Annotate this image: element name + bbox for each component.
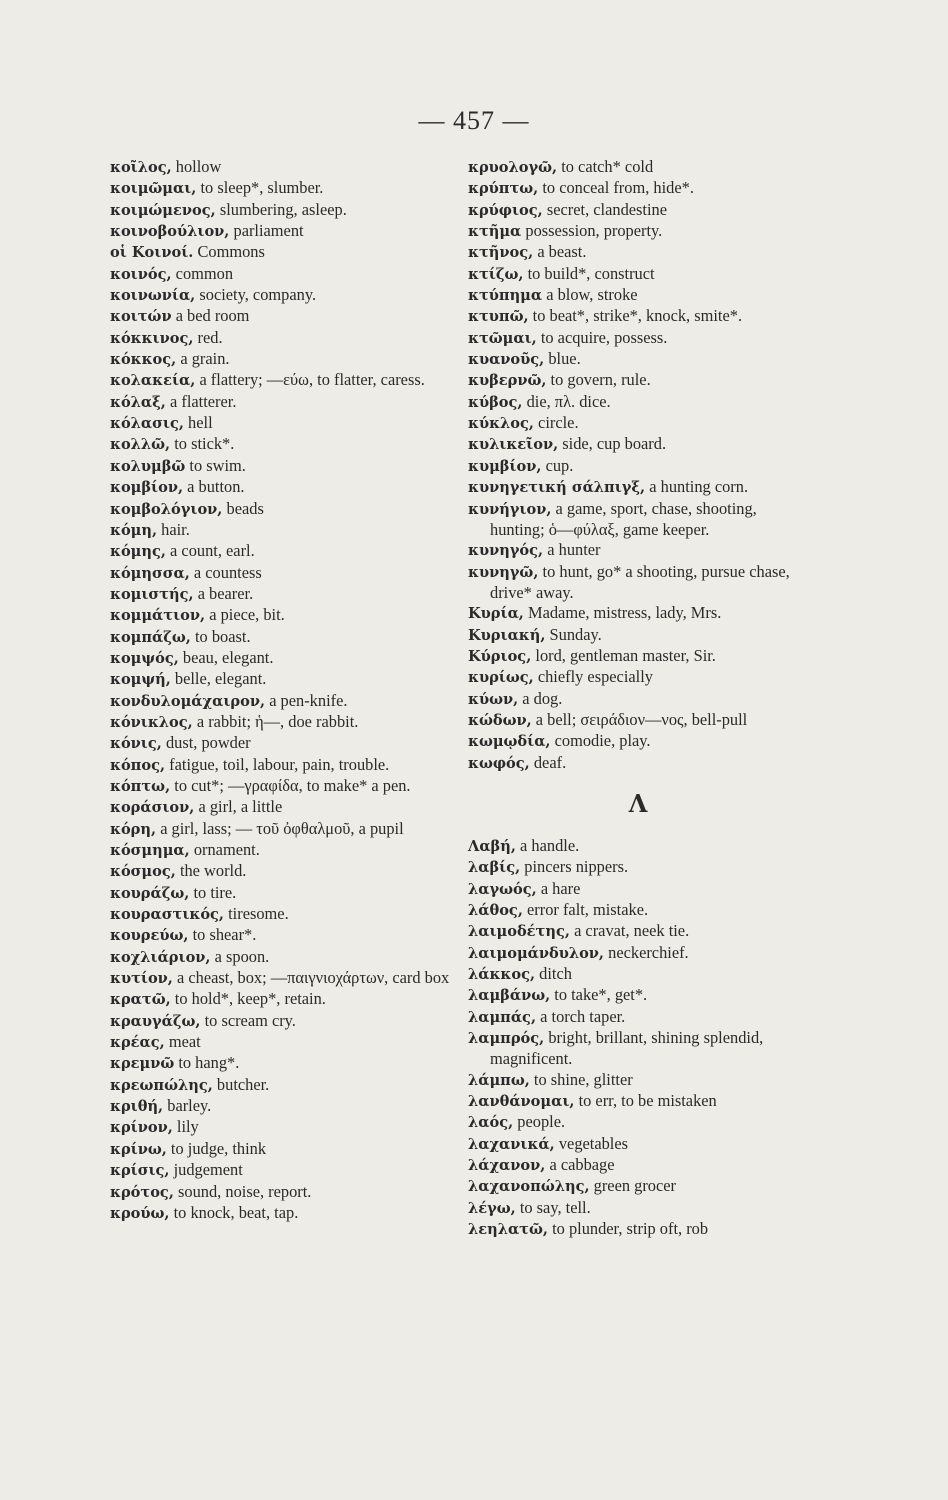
- dictionary-entry: [110, 1160, 450, 1181]
- entry-headword: λαιμομάνδυλον,: [468, 944, 605, 962]
- entry-definition: a flatterer.: [169, 391, 237, 411]
- entry-definition: to take*, get*.: [554, 985, 648, 1005]
- dictionary-entry: [468, 857, 808, 878]
- entry-headword: κόσμος,: [110, 863, 176, 881]
- entry-headword: κόκκινος,: [110, 329, 194, 347]
- entry-headword: κομιστής,: [110, 585, 194, 603]
- entry-headword: κόμη,: [110, 521, 158, 539]
- dictionary-entry: [110, 669, 450, 690]
- entry-headword: κόμης,: [110, 543, 166, 561]
- entry-headword: κολυμβῶ: [110, 457, 186, 475]
- dictionary-entry: [468, 646, 808, 667]
- entry-headword: κτίζω,: [468, 265, 524, 283]
- dictionary-entry: [110, 349, 450, 370]
- dictionary-entry: [468, 1176, 808, 1197]
- entry-headword: λαχανικά,: [468, 1135, 555, 1153]
- dictionary-entry: [110, 755, 450, 776]
- entry-definition: a cheast, box; —παιγνιοχάρτων, card box: [177, 968, 450, 988]
- entry-headword: κοῖλος,: [110, 159, 172, 176]
- entry-definition: society, company.: [199, 285, 317, 305]
- entry-headword: κυβερνῶ,: [468, 372, 547, 390]
- dictionary-entry: [468, 1134, 808, 1155]
- entry-headword: λαιμοδέτης,: [468, 923, 570, 941]
- dictionary-entry: [110, 541, 450, 562]
- entry-headword: κυνήγιον,: [468, 500, 552, 518]
- entry-definition: common: [175, 263, 234, 283]
- entry-definition: a piece, bit.: [209, 605, 285, 625]
- dictionary-entry: [110, 221, 450, 242]
- left-column: [110, 157, 450, 1224]
- dictionary-entry: [468, 689, 808, 710]
- entry-definition: a spoon.: [214, 946, 270, 966]
- dictionary-entry: [110, 456, 450, 477]
- entry-definition: a flattery; —εύω, to flatter, caress.: [199, 370, 425, 390]
- entry-headword: κόμησσα,: [110, 564, 190, 582]
- dictionary-entry: [468, 1091, 808, 1112]
- dictionary-entry: [110, 819, 450, 840]
- dictionary-entry: [110, 1139, 450, 1160]
- entry-definition: to hang*.: [178, 1053, 240, 1073]
- dictionary-entry: [110, 712, 450, 733]
- entry-headword: κρίσις,: [110, 1162, 170, 1180]
- entry-definition: Madame, mistress, lady, Mrs.: [528, 603, 722, 623]
- entry-definition: to beat*, strike*, knock, smite*.: [532, 306, 743, 326]
- entry-headword: κομψή,: [110, 671, 171, 689]
- entry-headword: κόνις,: [110, 735, 162, 753]
- entry-definition: a rabbit; ἡ—, doe rabbit.: [196, 711, 359, 731]
- dictionary-entry: [468, 667, 808, 688]
- entry-definition: a dog.: [522, 688, 563, 708]
- entry-definition: neckerchief.: [608, 942, 689, 962]
- entry-headword: λάθος,: [468, 902, 523, 919]
- entry-headword: λαμπρός,: [468, 1030, 545, 1048]
- entry-definition: a game, sport, chase, shooting, hunting; ὁ—φύλαξ, game keeper.: [490, 498, 757, 539]
- entry-headword: κωμῳδία,: [468, 733, 551, 751]
- dictionary-entry: [110, 1117, 450, 1138]
- entry-headword: κοινοβούλιον,: [110, 223, 230, 241]
- entry-headword: κολλῶ,: [110, 436, 171, 454]
- dictionary-entry: [468, 710, 808, 731]
- dictionary-entry: [468, 264, 808, 285]
- dictionary-entry: [468, 392, 808, 413]
- entry-headword: κτυπῶ,: [468, 308, 529, 326]
- dictionary-entry: [468, 370, 808, 391]
- entry-headword: κωφός,: [468, 754, 530, 772]
- entry-headword: κώδων,: [468, 711, 532, 729]
- entry-definition: a hare: [540, 878, 581, 898]
- entry-definition: deaf.: [533, 752, 567, 772]
- dictionary-entry: [110, 242, 450, 263]
- entry-definition: secret, clandestine: [546, 199, 667, 219]
- entry-definition: a bell; σειράδιον—νος, bell-pull: [535, 709, 748, 729]
- dictionary-entry: [468, 1219, 808, 1240]
- entry-definition: a grain.: [180, 349, 230, 369]
- dictionary-entry: [110, 413, 450, 434]
- dictionary-entry: [110, 434, 450, 455]
- entry-headword: κόπος,: [110, 756, 166, 774]
- entry-headword: κρίνω,: [110, 1140, 167, 1158]
- entry-definition: lord, gentleman master, Sir.: [535, 645, 716, 665]
- entry-headword: κτῆνος,: [468, 244, 534, 262]
- dictionary-entry: [468, 285, 808, 306]
- dictionary-entry: [110, 733, 450, 754]
- dictionary-entry: [110, 264, 450, 285]
- dictionary-entry: [110, 947, 450, 968]
- entry-headword: κοιμώμενος,: [110, 201, 216, 219]
- dictionary-entry: [110, 520, 450, 541]
- entry-definition: fatigue, toil, labour, pain, trouble.: [169, 754, 390, 774]
- entry-definition: to say, tell.: [519, 1197, 591, 1217]
- entry-definition: blue.: [548, 349, 581, 369]
- entry-definition: lily: [176, 1117, 199, 1137]
- dictionary-entry: [468, 200, 808, 221]
- entry-headword: κονδυλομάχαιρον,: [110, 692, 266, 710]
- page-number: — 457 —: [418, 106, 530, 135]
- dictionary-entry: [468, 943, 808, 964]
- dictionary-entry: [468, 836, 808, 857]
- section-letter-lambda: Λ: [628, 788, 648, 818]
- entry-definition: a torch taper.: [540, 1006, 626, 1026]
- dictionary-entry: [468, 1198, 808, 1219]
- entry-definition: to hunt, go* a shooting, pursue chase, drive* away.: [490, 561, 790, 602]
- entry-definition: Commons: [197, 242, 265, 262]
- dictionary-entry: [110, 904, 450, 925]
- entry-headword: κρότος,: [110, 1183, 174, 1201]
- entry-headword: κουράζω,: [110, 884, 190, 902]
- entry-definition: judgement: [173, 1160, 243, 1180]
- dictionary-entry: [468, 499, 808, 541]
- entry-headword: λαβίς,: [468, 859, 521, 877]
- entry-headword: κόλασις,: [110, 415, 184, 433]
- entry-definition: to acquire, possess.: [540, 327, 668, 347]
- entry-definition: Sunday.: [549, 624, 602, 644]
- entry-definition: belle, elegant.: [174, 669, 267, 689]
- dictionary-entry: [468, 562, 808, 604]
- dictionary-entry: [110, 1053, 450, 1074]
- entry-definition: pincers nippers.: [524, 857, 629, 877]
- entry-headword: λάμπω,: [468, 1071, 530, 1089]
- dictionary-entry: [110, 328, 450, 349]
- entry-definition: side, cup board.: [562, 434, 667, 454]
- entry-definition: a hunting corn.: [649, 477, 749, 497]
- entry-headword: κουρεύω,: [110, 927, 189, 945]
- entry-headword: κύων,: [468, 690, 519, 708]
- dictionary-entry: [110, 797, 450, 818]
- entry-definition: to catch* cold: [561, 157, 654, 176]
- entry-definition: to conceal from, hide*.: [542, 178, 694, 198]
- entry-headword: κοχλιάριον,: [110, 948, 211, 966]
- dictionary-entry: [468, 1028, 808, 1070]
- dictionary-entry: [110, 1096, 450, 1117]
- entry-definition: vegetables: [558, 1133, 629, 1153]
- entry-definition: comodie, play.: [554, 731, 651, 751]
- dictionary-entry: [468, 985, 808, 1006]
- entry-definition: to tire.: [193, 882, 237, 902]
- entry-headword: κριθή,: [110, 1098, 164, 1116]
- entry-headword: κοράσιον,: [110, 799, 195, 817]
- entry-definition: hell: [188, 413, 213, 433]
- entry-definition: die, πλ. dice.: [526, 391, 611, 411]
- entry-headword: κρεωπώλης,: [110, 1076, 213, 1094]
- entry-headword: κομβίον,: [110, 479, 184, 497]
- dictionary-entry: [468, 1007, 808, 1028]
- dictionary-entry: [468, 540, 808, 561]
- entry-headword: κόσμημα,: [110, 842, 190, 859]
- entry-headword: κρεμνῶ: [110, 1055, 175, 1073]
- entry-headword: Κύριος,: [468, 647, 532, 665]
- dictionary-entry: [110, 1203, 450, 1224]
- dictionary-entry: [110, 1011, 450, 1032]
- entry-headword: κυμβίον,: [468, 457, 542, 475]
- dictionary-entry: [468, 1112, 808, 1133]
- dictionary-entry: [468, 157, 808, 178]
- entry-headword: κυνηγετική σάλπιγξ,: [468, 479, 646, 497]
- entry-definition: to build*, construct: [527, 263, 655, 283]
- entry-headword: Λαβή,: [468, 837, 516, 855]
- entry-headword: λανθάνομαι,: [468, 1093, 575, 1111]
- dictionary-entry: [468, 879, 808, 900]
- entry-headword: κυνηγῶ,: [468, 563, 539, 581]
- dictionary-entry: [110, 861, 450, 882]
- entry-definition: parliament: [233, 221, 304, 241]
- entry-definition: sound, noise, report.: [178, 1181, 312, 1201]
- entry-headword: λαμβάνω,: [468, 987, 551, 1005]
- dictionary-entry: [468, 753, 808, 774]
- entry-definition: hollow: [175, 157, 222, 176]
- dictionary-entry: [110, 1182, 450, 1203]
- entry-definition: a countess: [193, 562, 262, 582]
- entry-definition: to stick*.: [174, 434, 235, 454]
- entry-definition: butcher.: [216, 1074, 270, 1094]
- entry-headword: λάκκος,: [468, 966, 536, 984]
- dictionary-entry: [110, 285, 450, 306]
- entry-headword: κρυολογῶ,: [468, 159, 558, 176]
- entry-definition: circle.: [538, 413, 579, 433]
- entry-definition: to hold*, keep*, retain.: [174, 989, 326, 1009]
- entry-definition: error falt, mistake.: [527, 900, 649, 919]
- entry-definition: to judge, think: [170, 1138, 267, 1158]
- entry-definition: a cravat, neek tie.: [574, 921, 690, 941]
- entry-definition: to scream cry.: [204, 1010, 296, 1030]
- entry-headword: κτῆμα: [468, 223, 522, 241]
- entry-headword: κυνηγός,: [468, 542, 544, 560]
- entry-headword: Κυρία,: [468, 605, 524, 623]
- entry-definition: tiresome.: [228, 904, 289, 924]
- entry-definition: to cut*; —γραφίδα, to make* a pen.: [174, 775, 411, 795]
- dictionary-entry: [110, 968, 450, 989]
- dictionary-entry: [110, 200, 450, 221]
- entry-definition: a bed room: [175, 306, 250, 326]
- entry-definition: a bearer.: [197, 583, 254, 603]
- entry-headword: λαός,: [468, 1114, 514, 1132]
- dictionary-entry: [110, 392, 450, 413]
- entry-headword: λαγωός,: [468, 880, 537, 898]
- dictionary-entry: [110, 306, 450, 327]
- entry-headword: κυρίως,: [468, 669, 534, 687]
- dictionary-entry: [468, 434, 808, 455]
- dictionary-entry: [468, 242, 808, 263]
- dictionary-entry: [110, 1075, 450, 1096]
- dictionary-entry: [110, 605, 450, 626]
- dictionary-entry: [110, 691, 450, 712]
- entry-definition: chiefly especially: [537, 667, 653, 687]
- entry-headword: κύβος,: [468, 393, 523, 411]
- entry-headword: κόλαξ,: [110, 393, 166, 411]
- entry-definition: a girl, a little: [198, 797, 283, 817]
- dictionary-entry: [110, 499, 450, 520]
- entry-headword: κρέας,: [110, 1034, 165, 1052]
- entry-headword: κουραστικός,: [110, 906, 225, 924]
- dictionary-entry: [468, 1070, 808, 1091]
- dictionary-entry: [110, 584, 450, 605]
- dictionary-entry: [468, 731, 808, 752]
- dictionary-entry: [468, 413, 808, 434]
- entry-definition: the world.: [179, 861, 247, 881]
- entry-headword: κολακεία,: [110, 372, 196, 390]
- dictionary-entry: [110, 370, 450, 391]
- dictionary-entry: [110, 178, 450, 199]
- entry-headword: κομψός,: [110, 649, 179, 667]
- entry-definition: a beast.: [537, 242, 587, 262]
- dictionary-entry: [110, 157, 450, 178]
- right-column: [468, 157, 808, 1241]
- entry-headword: λεηλατῶ,: [468, 1221, 548, 1239]
- dictionary-entry: [468, 477, 808, 498]
- entry-definition: a button.: [187, 477, 245, 497]
- entry-definition: ditch: [539, 964, 572, 984]
- entry-definition: beau, elegant.: [182, 647, 274, 667]
- entry-headword: κρύφιος,: [468, 201, 543, 219]
- entry-definition: bright, brillant, shining splendid, magnificent.: [490, 1028, 764, 1069]
- entry-headword: λέγω,: [468, 1199, 516, 1217]
- dictionary-entry: [110, 840, 450, 861]
- entry-headword: κοινωνία,: [110, 287, 196, 305]
- entry-definition: to knock, beat, tap.: [173, 1202, 299, 1222]
- dictionary-entry: [468, 964, 808, 985]
- entry-headword: κτῶμαι,: [468, 329, 537, 347]
- entry-headword: κραυγάζω,: [110, 1012, 201, 1030]
- entry-headword: λαμπάς,: [468, 1008, 537, 1026]
- entry-headword: λάχανον,: [468, 1157, 546, 1175]
- entry-definition: a blow, stroke: [546, 285, 638, 305]
- entry-headword: κόκκος,: [110, 351, 177, 369]
- dictionary-entry: [468, 625, 808, 646]
- dictionary-entry: [468, 603, 808, 624]
- entry-definition: a hunter: [547, 540, 601, 560]
- entry-headword: κρίνον,: [110, 1119, 173, 1137]
- entry-definition: a pen-knife.: [269, 690, 348, 710]
- dictionary-entry: [110, 925, 450, 946]
- entry-definition: red.: [197, 327, 223, 347]
- dictionary-entry: [110, 1032, 450, 1053]
- entry-definition: hair.: [161, 519, 190, 539]
- dictionary-entry: [468, 456, 808, 477]
- entries-lambda: [468, 836, 808, 1241]
- entry-definition: a cabbage: [549, 1155, 615, 1175]
- dictionary-entry: [468, 221, 808, 242]
- entry-headword: κοινός,: [110, 265, 172, 283]
- entry-headword: κομμάτιον,: [110, 607, 206, 625]
- entry-definition: slumbering, asleep.: [219, 199, 347, 219]
- entry-definition: a handle.: [520, 835, 580, 855]
- dictionary-entry: [468, 900, 808, 921]
- entry-headword: κρύπτω,: [468, 180, 539, 198]
- entry-headword: οἱ Κοινοί.: [110, 244, 194, 262]
- dictionary-entry: [468, 921, 808, 942]
- entry-headword: κυτίον,: [110, 970, 173, 988]
- entry-headword: κοιμῶμαι,: [110, 180, 197, 198]
- dictionary-entry: [110, 989, 450, 1010]
- entry-headword: κύκλος,: [468, 415, 534, 433]
- entry-headword: κόρη,: [110, 820, 157, 838]
- entry-headword: κρατῶ,: [110, 991, 171, 1009]
- entry-headword: κρούω,: [110, 1204, 170, 1222]
- dictionary-entry: [110, 477, 450, 498]
- entry-definition: green grocer: [593, 1176, 677, 1196]
- entry-definition: to plunder, strip oft, rob: [552, 1219, 709, 1239]
- entry-headword: λαχανοπώλης,: [468, 1178, 590, 1196]
- entry-definition: to sleep*, slumber.: [200, 178, 324, 198]
- entry-headword: κομβολόγιον,: [110, 500, 223, 518]
- entry-definition: ornament.: [193, 840, 260, 859]
- dictionary-entry: [468, 306, 808, 327]
- entry-headword: κτύπημα: [468, 287, 543, 305]
- entry-definition: to boast.: [195, 626, 251, 646]
- entry-definition: possession, property.: [525, 221, 663, 241]
- dictionary-entry: [468, 178, 808, 199]
- dictionary-entry: [110, 563, 450, 584]
- entry-definition: a girl, lass; — τοῦ ὀφθαλμοῦ, a pupil: [160, 818, 404, 838]
- dictionary-entry: [110, 883, 450, 904]
- dictionary-entry: [110, 776, 450, 797]
- entry-headword: κόπτω,: [110, 777, 171, 795]
- entry-headword: κομπάζω,: [110, 628, 191, 646]
- entry-definition: to swim.: [189, 455, 246, 475]
- entry-definition: beads: [226, 498, 264, 518]
- entries-kappa: [468, 157, 808, 774]
- entry-headword: κυανοῦς,: [468, 351, 545, 369]
- entry-definition: to shine, glitter: [533, 1069, 633, 1089]
- entry-definition: dust, powder: [165, 733, 251, 753]
- dictionary-entry: [468, 328, 808, 349]
- dictionary-entry: [110, 627, 450, 648]
- entry-headword: κοιτών: [110, 308, 172, 326]
- dictionary-entry: [468, 349, 808, 370]
- entry-definition: cup.: [545, 455, 574, 475]
- entry-definition: a count, earl.: [170, 541, 255, 561]
- entry-definition: to shear*.: [192, 925, 257, 945]
- entry-definition: to govern, rule.: [550, 370, 651, 390]
- dictionary-entry: [468, 1155, 808, 1176]
- entry-headword: κυλικεῖον,: [468, 436, 559, 454]
- entry-definition: to err, to be mistaken: [578, 1091, 717, 1111]
- entry-headword: Κυριακή,: [468, 626, 546, 644]
- entry-headword: κόνικλος,: [110, 713, 193, 731]
- entry-definition: barley.: [167, 1096, 212, 1116]
- dictionary-entry: [110, 648, 450, 669]
- entry-definition: people.: [517, 1112, 566, 1132]
- entry-definition: meat: [168, 1032, 201, 1052]
